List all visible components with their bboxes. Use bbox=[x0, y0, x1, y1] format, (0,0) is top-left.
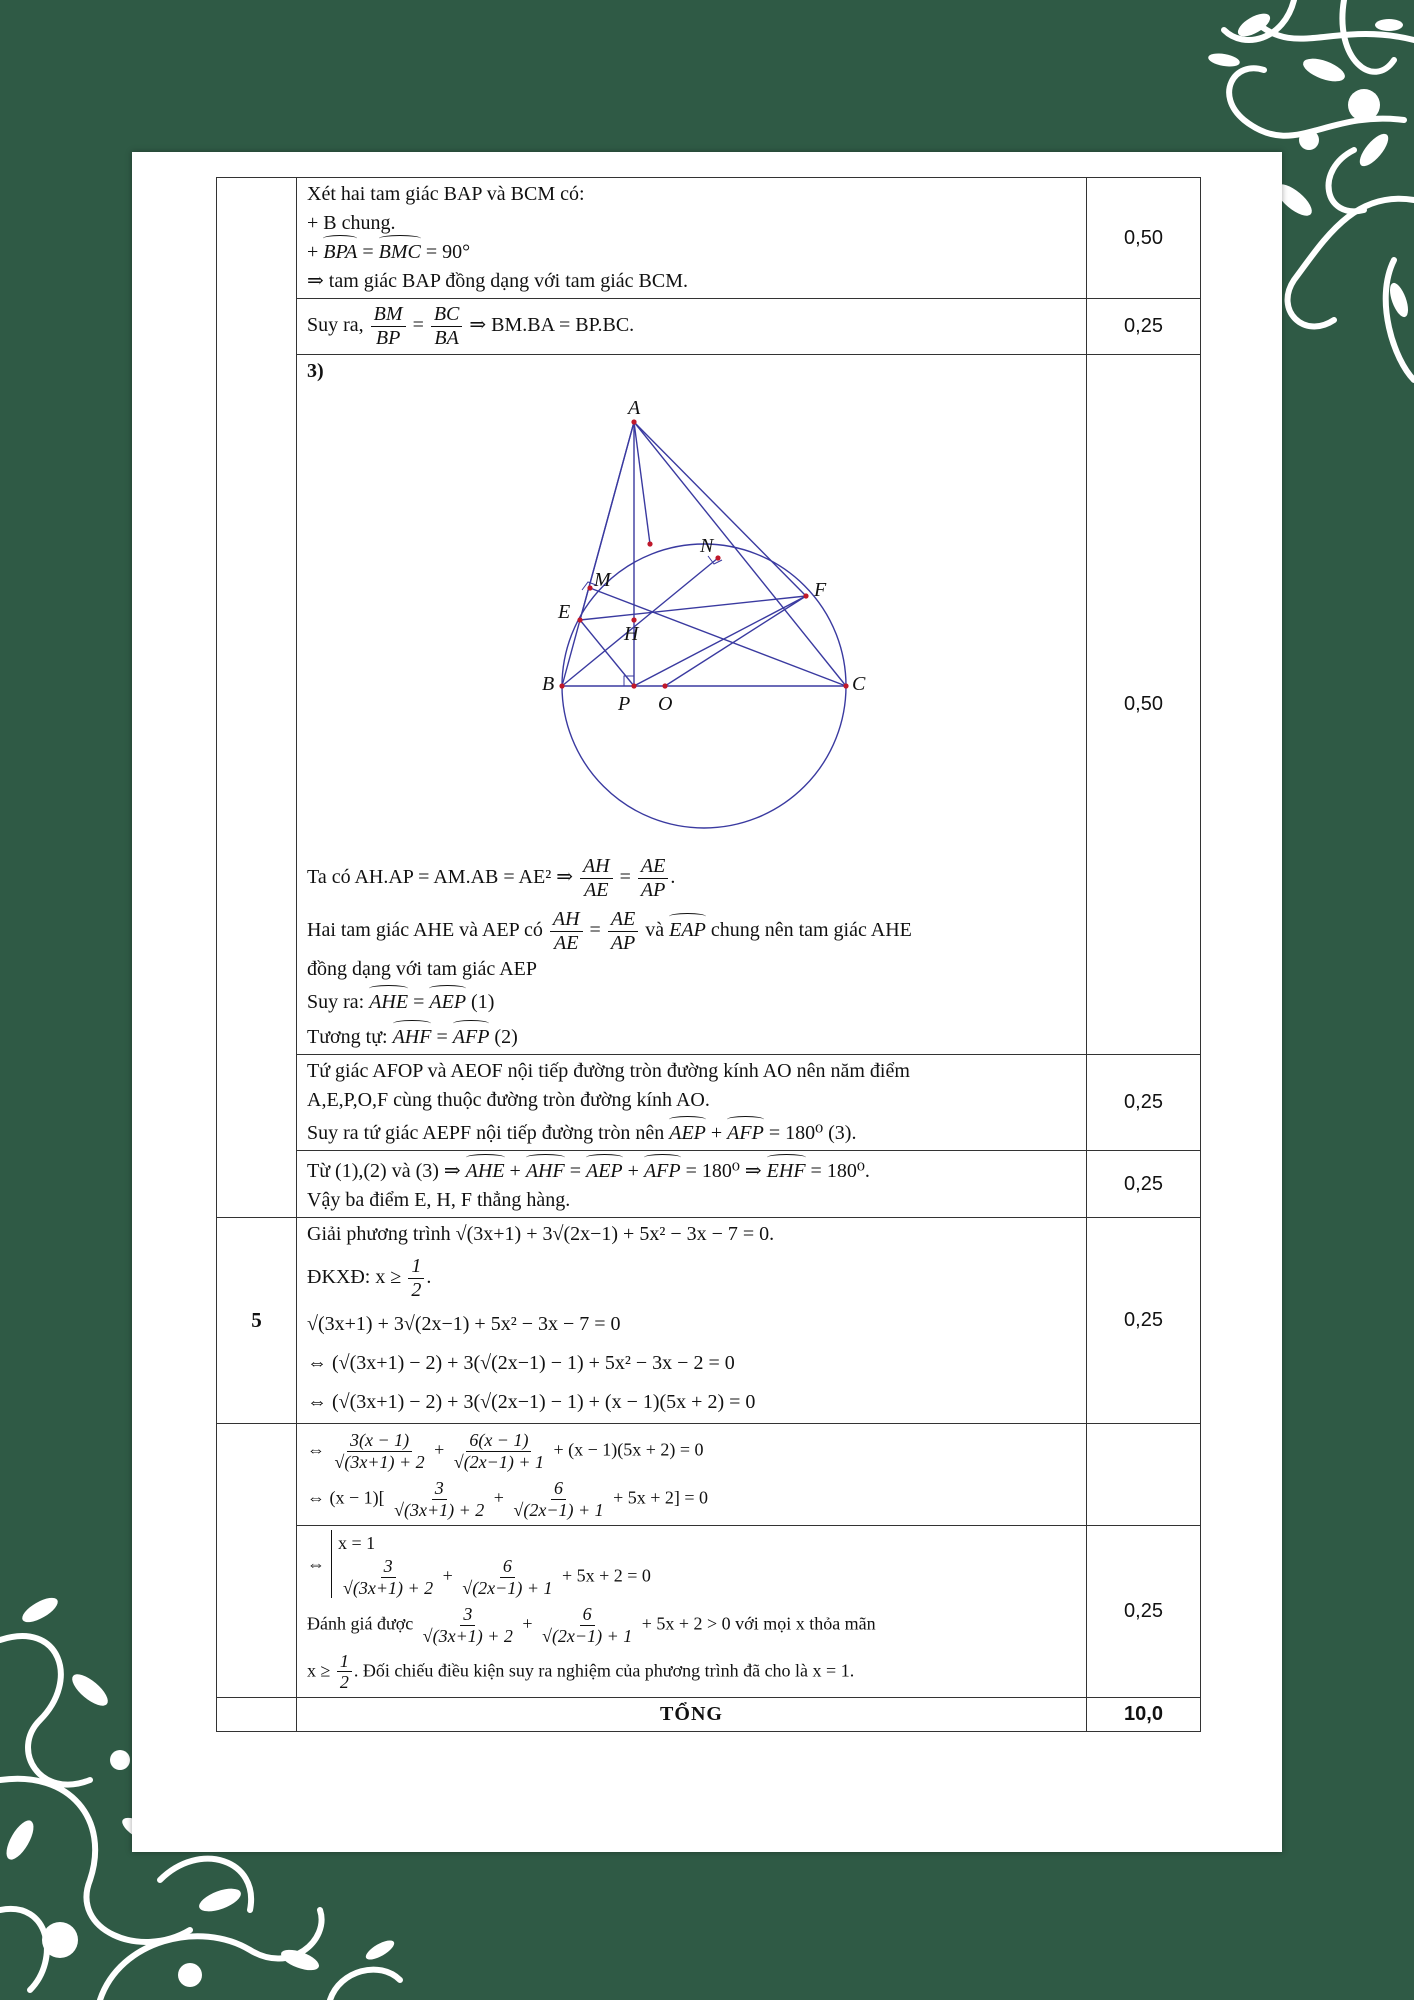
fraction: $\frac{3(x - 1)}{√(3x+1) + 2}$ bbox=[334, 1430, 425, 1472]
fraction: $\frac{6(x - 1)}{√(2x-1) + 1}$ bbox=[453, 1430, 544, 1472]
equation: ⇔ (x − 1)[ $\frac{3}{√(3x+1) + 2}$ + $\frac{6}{√(2x-1) + 1}$ + 5x + 2] = 0 bbox=[307, 1478, 709, 1521]
angle-label: AEP bbox=[586, 1157, 623, 1186]
table-row bbox=[217, 1424, 1201, 1526]
angle-label: AHE bbox=[369, 988, 408, 1017]
point-label-f: F bbox=[813, 579, 826, 601]
solution-cell bbox=[297, 355, 1087, 1055]
fraction: $\frac{BM}{BP}$ bbox=[371, 303, 406, 350]
text-line: Từ (1),(2) và (3) ⇒ AHE + AHF = AEP + AFP = 180⁰ ⇒ EHF = 180⁰. bbox=[307, 1157, 1076, 1186]
text-line: Suy ra: AHE = AEP (1) bbox=[307, 988, 1076, 1017]
point-label-h: H bbox=[623, 623, 638, 645]
score-cell: 0,25 bbox=[1087, 1151, 1201, 1218]
text-line: + BPA = BMC = 90° bbox=[307, 238, 1076, 267]
fraction: $\frac{3}{√(3x+1) + 2}$ bbox=[394, 1478, 485, 1521]
question-cell bbox=[217, 178, 297, 1218]
text-line: + B chung. bbox=[307, 212, 396, 234]
total-label: TỔNG bbox=[297, 1697, 1087, 1731]
equation: x = 1 bbox=[338, 1532, 376, 1553]
angle-label: EHF bbox=[767, 1157, 806, 1186]
fraction: $\frac{6}{√(2x-1) + 1}$ bbox=[462, 1555, 553, 1598]
text-suffix: chung nên tam giác AHE bbox=[710, 919, 912, 942]
equation: ⇔ (√(3x+1) − 2) + 3(√(2x−1) − 1) + 5x² − 3x − 2 = 0 bbox=[307, 1352, 735, 1374]
solution-cell bbox=[297, 1151, 1087, 1218]
table-row bbox=[217, 1055, 1201, 1151]
table-row bbox=[217, 1151, 1201, 1218]
equation: √(3x+1) + 3√(2x−1) + 5x² − 3x − 7 = 0. bbox=[455, 1223, 775, 1245]
text-line: Ta có AH.AP = AM.AB = AE² ⇒ $\frac{AH}{AE}$ = $\frac{AE}{AP}$ . bbox=[307, 855, 676, 901]
point-label-c: C bbox=[851, 673, 865, 695]
table-row bbox=[217, 178, 1201, 299]
solution-cell bbox=[297, 178, 1087, 299]
equation: ⇔ (√(3x+1) − 2) + 3(√(2x−1) − 1) + (x − 1)(5x + 2) = 0 bbox=[307, 1391, 756, 1413]
text-connector: và bbox=[645, 919, 665, 942]
score-cell: 0,25 bbox=[1087, 1525, 1201, 1697]
point-label-a: A bbox=[627, 397, 640, 419]
text-line: Đánh giá được $\frac{3}{√(3x+1) + 2}$ + $\frac{6}{√(2x-1) + 1}$ + 5x + 2 > 0 với mọi x thỏa mãn bbox=[307, 1604, 876, 1646]
angle-label: AEP bbox=[429, 988, 466, 1017]
part-label: 3) bbox=[307, 360, 324, 382]
point-label-p: P bbox=[617, 693, 630, 715]
score-cell: 0,50 bbox=[1087, 355, 1201, 1055]
text-suffix: ⇒ BM.BA = BP.BC. bbox=[469, 314, 635, 337]
text-line: ĐKXĐ: x ≥ $\frac{1}{2}$ . bbox=[307, 1255, 432, 1301]
fraction: $\frac{BC}{BA}$ bbox=[431, 303, 463, 350]
text-prefix: Ta có AH.AP = AM.AB = AE² ⇒ bbox=[307, 866, 573, 889]
point-label-m: M bbox=[593, 569, 611, 591]
score-cell: 0,25 bbox=[1087, 299, 1201, 355]
angle-label: BPA bbox=[323, 238, 357, 267]
solution-cell: Suy ra, $\frac{BM}{BP}$ = $\frac{BC}{BA}$ ⇒ BM.BA = BP.BC. bbox=[297, 299, 1087, 355]
geometry-diagram bbox=[522, 392, 865, 842]
text-line: Vậy ba điểm E, H, F thẳng hàng. bbox=[307, 1189, 571, 1211]
fraction: $\frac{3}{√(3x+1) + 2}$ bbox=[343, 1555, 434, 1598]
question-cell bbox=[217, 1697, 297, 1731]
table-row bbox=[217, 1525, 1201, 1697]
text-line: x ≥ $\frac{1}{2}$ . Đối chiếu điều kiện suy ra nghiệm của phương trình đã cho là x = 1. bbox=[307, 1650, 855, 1693]
angle-label: EAP bbox=[669, 916, 706, 945]
fraction: $\frac{AH}{AE}$ bbox=[580, 855, 613, 902]
answer-sheet bbox=[132, 152, 1282, 1852]
solution-cell bbox=[297, 1218, 1087, 1424]
fraction: $\frac{AH}{AE}$ bbox=[550, 908, 583, 955]
angle-label: AFP bbox=[453, 1023, 490, 1052]
equation: $\frac{3}{√(3x+1) + 2}$ + $\frac{6}{√(2x-1) + 1}$ + 5x + 2 = 0 bbox=[338, 1556, 651, 1598]
angle-value: = 90° bbox=[425, 241, 471, 263]
score-cell: 0,50 bbox=[1087, 178, 1201, 299]
geometry-figure bbox=[307, 392, 1076, 851]
angle-label: AHE bbox=[466, 1157, 505, 1186]
text-line: đồng dạng với tam giác AEP bbox=[307, 958, 537, 980]
fraction: $\frac{AE}{AP}$ bbox=[638, 855, 668, 902]
solution-cell bbox=[297, 1525, 1087, 1697]
point-label-n: N bbox=[699, 535, 713, 557]
question-number: 5 bbox=[217, 1218, 297, 1424]
text-line: Giải phương trình √(3x+1) + 3√(2x−1) + 5x² − 3x − 7 = 0. bbox=[307, 1223, 775, 1245]
point-label-b: B bbox=[541, 673, 554, 695]
angle-label: BMC bbox=[379, 238, 421, 267]
score-cell bbox=[1087, 1424, 1201, 1526]
equation-system: ⇔ x = 1 $\frac{3}{√(3x+1) + 2}$ + $\frac{6}{√(2x-1) + 1}$ + 5x + 2 = 0 bbox=[307, 1530, 1076, 1598]
answer-table bbox=[216, 177, 1201, 1732]
table-row bbox=[217, 1218, 1201, 1424]
table-row bbox=[217, 355, 1201, 1055]
text-prefix: Hai tam giác AHE và AEP có bbox=[307, 919, 543, 942]
text-line: A,E,P,O,F cùng thuộc đường tròn đường kính AO. bbox=[307, 1089, 710, 1111]
angle-label: AFP bbox=[644, 1157, 681, 1186]
solution-cell bbox=[297, 1424, 1087, 1526]
angle-label: AEP bbox=[669, 1119, 706, 1148]
text-prefix: Suy ra, bbox=[307, 314, 364, 337]
angle-label: AHF bbox=[393, 1023, 432, 1052]
fraction: $\frac{6}{√(2x-1) + 1}$ bbox=[513, 1478, 604, 1521]
text-line: Suy ra tứ giác AEPF nội tiếp đường tròn nên AEP + AFP = 180⁰ (3). bbox=[307, 1119, 1076, 1148]
score-cell: 0,25 bbox=[1087, 1055, 1201, 1151]
table-row bbox=[217, 299, 1201, 355]
equation: ⇔ $\frac{3(x - 1)}{√(3x+1) + 2}$ + $\frac{6(x - 1)}{√(2x-1) + 1}$ + (x − 1)(5x + 2) = 0 bbox=[307, 1430, 704, 1472]
score-cell: 0,25 bbox=[1087, 1218, 1201, 1424]
text-line: Xét hai tam giác BAP và BCM có: bbox=[307, 183, 585, 205]
fraction: $\frac{1}{2}$ bbox=[408, 1255, 424, 1302]
angle-label: AFP bbox=[727, 1119, 764, 1148]
text-line: Tứ giác AFOP và AEOF nội tiếp đường tròn đường kính AO nên năm điểm bbox=[307, 1060, 910, 1082]
question-cell bbox=[217, 1424, 297, 1698]
text-line: Tương tự: AHF = AFP (2) bbox=[307, 1023, 1076, 1052]
point-label-o: O bbox=[657, 693, 672, 715]
text-line: ⇒ tam giác BAP đồng dạng với tam giác BCM. bbox=[307, 270, 688, 292]
text-line: Hai tam giác AHE và AEP có $\frac{AH}{AE}$ = $\frac{AE}{AP}$ và EAP chung nên tam giác AHE bbox=[307, 908, 912, 954]
fraction: $\frac{3}{√(3x+1) + 2}$ bbox=[422, 1604, 513, 1646]
total-score: 10,0 bbox=[1087, 1697, 1201, 1731]
equation: √(3x+1) + 3√(2x−1) + 5x² − 3x − 7 = 0 bbox=[307, 1313, 621, 1335]
fraction: $\frac{AE}{AP}$ bbox=[608, 908, 638, 955]
table-row bbox=[217, 1697, 1201, 1731]
angle-label: AHF bbox=[526, 1157, 565, 1186]
point-label-e: E bbox=[557, 601, 570, 623]
fraction: $\frac{1}{2}$ bbox=[337, 1651, 352, 1693]
fraction: $\frac{6}{√(2x-1) + 1}$ bbox=[542, 1604, 633, 1646]
solution-cell bbox=[297, 1055, 1087, 1151]
